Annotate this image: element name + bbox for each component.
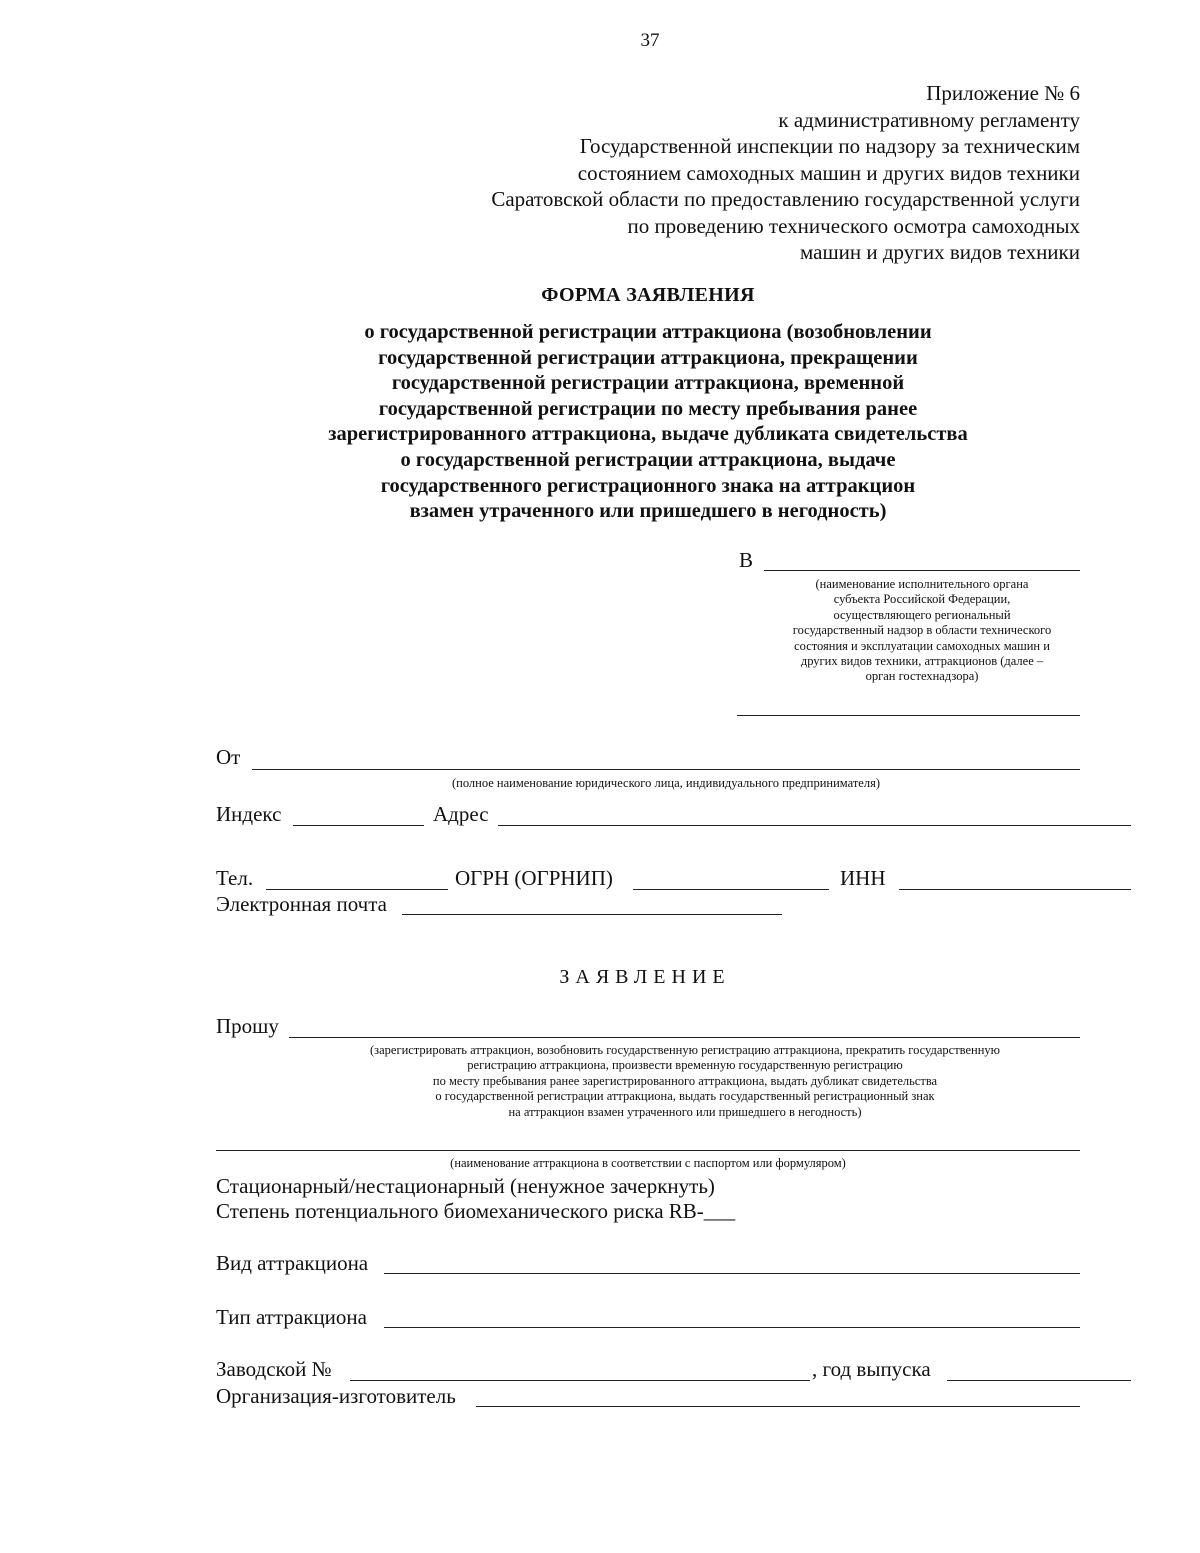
attraction-name-field[interactable] [216, 1150, 1080, 1151]
appendix-line: к административному регламенту [778, 107, 1080, 132]
request-hint-line: регистрацию аттракциона, произвести временную государственную регистрацию [467, 1058, 903, 1073]
subject-line: государственного регистрационного знака на аттракцион [380, 474, 916, 497]
stationary-text: Стационарный/нестационарный (ненужное зачеркнуть) [216, 1174, 715, 1198]
email-label: Электронная почта [216, 892, 387, 916]
index-label: Индекс [216, 802, 282, 826]
kind-label: Вид аттракциона [216, 1251, 369, 1275]
request-hint-line: по месту пребывания ранее зарегистрированного аттракциона, выдать дубликат свидетельства [432, 1073, 938, 1088]
request-hint-line: на аттракцион взамен утраченного или пришедшего в негодность) [508, 1104, 862, 1119]
recipient-hint-line: других видов техники, аттракционов (далее – [800, 654, 1044, 669]
recipient-field[interactable] [764, 570, 1080, 571]
request-hint-line: (зарегистрировать аттракцион, возобновить государственную регистрацию аттракциона, прекратить государственную [370, 1043, 1000, 1057]
request-field[interactable] [289, 1037, 1080, 1038]
appendix-line: состоянием самоходных машин и других видов техники [577, 160, 1080, 185]
request-hint [262, 1043, 1108, 1120]
subject-line: о государственной регистрации аттракциона, выдаче [400, 448, 896, 471]
serial-label: Заводской № [216, 1357, 332, 1381]
serial-field[interactable] [350, 1380, 810, 1381]
ogrn-label: ОГРН (ОГРНИП) [455, 866, 613, 890]
from-label: От [216, 745, 241, 769]
recipient-hint-line: государственный надзор в области технического [792, 623, 1052, 638]
inn-field[interactable] [899, 889, 1131, 890]
appendix-line: машин и других видов техники [799, 240, 1080, 264]
subject-line: о государственной регистрации аттракциона (возобновлении [364, 321, 932, 343]
appendix-line: Государственной инспекции по надзору за техническим [579, 134, 1080, 158]
recipient-hint-line: (наименование исполнительного органа [815, 577, 1029, 591]
request-hint-line: о государственной регистрации аттракциона, выдать государственный регистрационный знак [435, 1089, 935, 1104]
subject-line: государственной регистрации аттракциона, прекращении [378, 346, 918, 369]
recipient-prefix: В [739, 548, 754, 572]
index-field[interactable] [293, 825, 424, 826]
subject-line: зарегистрированного аттракциона, выдаче дубликата свидетельства [328, 423, 968, 446]
type-label: Тип аттракциона [216, 1305, 367, 1329]
type-field[interactable] [384, 1327, 1080, 1328]
email-field[interactable] [402, 914, 782, 915]
request-label: Прошу [216, 1014, 279, 1038]
year-field[interactable] [947, 1380, 1131, 1381]
kind-field[interactable] [384, 1273, 1080, 1274]
risk-text: Степень потенциального биомеханического риска RB-___ [216, 1199, 736, 1223]
phone-label: Тел. [216, 866, 254, 890]
appendix-line: Саратовской области по предоставлению государственной услуги [491, 187, 1080, 211]
ogrn-field[interactable] [633, 889, 829, 890]
manufacturer-label: Организация-изготовитель [216, 1384, 456, 1408]
form-subject [0, 320, 1200, 525]
statement-heading: ЗАЯВЛЕНИЕ [559, 966, 731, 988]
address-field[interactable] [498, 825, 1131, 826]
year-label: , год выпуска [812, 1357, 931, 1381]
subject-line: государственной регистрации аттракциона, временной [391, 372, 905, 395]
phone-field[interactable] [266, 889, 448, 890]
from-hint: (полное наименование юридического лица, индивидуального предпринимателя) [451, 776, 880, 790]
address-label: Адрес [433, 802, 489, 826]
manufacturer-field[interactable] [476, 1406, 1080, 1407]
appendix-line: по проведению технического осмотра самоходных [627, 213, 1080, 238]
appendix-note [491, 80, 1080, 266]
page-number: 37 [640, 30, 660, 51]
appendix-line: Приложение № 6 [926, 81, 1080, 105]
subject-line: взамен утраченного или пришедшего в негодность) [409, 500, 887, 523]
subject-line: государственной регистрации по месту пребывания ранее [378, 397, 918, 420]
recipient-hint-line: субъекта Российской Федерации, [833, 592, 1011, 607]
attraction-name-hint: (наименование аттракциона в соответствии с паспортом или формуляром) [450, 1156, 846, 1170]
recipient-hint-line: осуществляющего региональный [833, 607, 1011, 622]
recipient-hint-line: орган гостехнадзора) [865, 669, 979, 684]
recipient-hint-line: состояния и эксплуатации самоходных машин и [794, 638, 1050, 653]
inn-label: ИНН [840, 866, 886, 890]
recipient-field-extra[interactable] [737, 715, 1080, 716]
recipient-hint [740, 577, 1104, 685]
form-title: ФОРМА ЗАЯВЛЕНИЯ [541, 284, 755, 306]
from-field[interactable] [252, 769, 1080, 770]
